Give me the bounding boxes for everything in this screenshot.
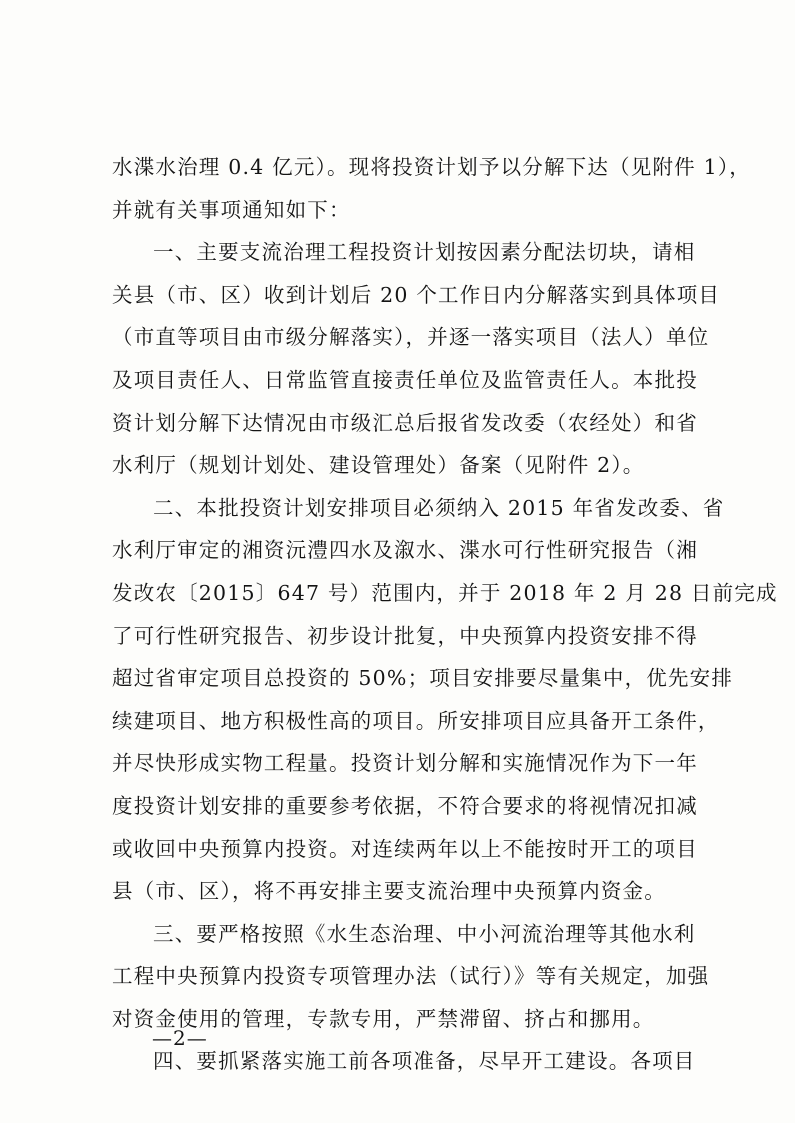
text-line: 并尽快形成实物工程量。投资计划分解和实施情况作为下一年 <box>112 751 698 776</box>
text-line: 或收回中央预算内投资。对连续两年以上不能按时开工的项目 <box>112 836 698 861</box>
paragraph-start-line: 四、要抓紧落实施工前各项准备，尽早开工建设。各项目 <box>153 1049 696 1074</box>
text-line: 资计划分解下达情况由市级汇总后报省发改委（农经处）和省 <box>112 410 698 435</box>
text-line: 了可行性研究报告、初步设计批复，中央预算内投资安排不得 <box>112 623 698 648</box>
paragraph-start-line: 二、本批投资计划安排项目必须纳入 2015 年省发改委、省 <box>153 495 725 520</box>
text-line: 水利厅（规划计划处、建设管理处）备案（见附件 2）。 <box>112 453 645 478</box>
text-line: 续建项目、地方积极性高的项目。所安排项目应具备开工条件， <box>112 708 720 733</box>
text-line: 县（市、区），将不再安排主要支流治理中央预算内资金。 <box>112 879 666 904</box>
text-line: 发改农〔2015〕647 号）范围内，并于 2018 年 2 月 28 日前完成 <box>112 580 778 605</box>
text-line: 水利厅审定的湘资沅澧四水及溆水、渫水可行性研究报告（湘 <box>112 538 698 563</box>
text-line: 对资金使用的管理，专款专用，严禁滞留、挤占和挪用。 <box>112 1006 655 1031</box>
paragraph-start-line: 一、主要支流治理工程投资计划按因素分配法切块，请相 <box>153 240 696 265</box>
text-line: 工程中央预算内投资专项管理办法（试行）》等有关规定，加强 <box>112 964 710 989</box>
text-line: 并就有关事项通知如下： <box>112 197 351 222</box>
text-line: 超过省审定项目总投资的 50%；项目安排要尽量集中，优先安排 <box>112 666 734 691</box>
text-line: 关县（市、区）收到计划后 20 个工作日内分解落实到具体项目 <box>112 282 721 307</box>
document-body <box>112 146 778 1083</box>
text-line: 度投资计划安排的重要参考依据，不符合要求的将视情况扣减 <box>112 793 698 818</box>
text-line: 及项目责任人、日常监管直接责任单位及监管责任人。本批投 <box>112 367 698 392</box>
text-line: 水渫水治理 0.4 亿元）。现将投资计划予以分解下达（见附件 1）， <box>112 155 751 179</box>
text-line: （市直等项目由市级分解落实），并逐一落实项目（法人）单位 <box>112 325 710 350</box>
page-number: —2— <box>152 1026 208 1050</box>
paragraph-start-line: 三、要严格按照《水生态治理、中小河流治理等其他水利 <box>153 921 696 946</box>
